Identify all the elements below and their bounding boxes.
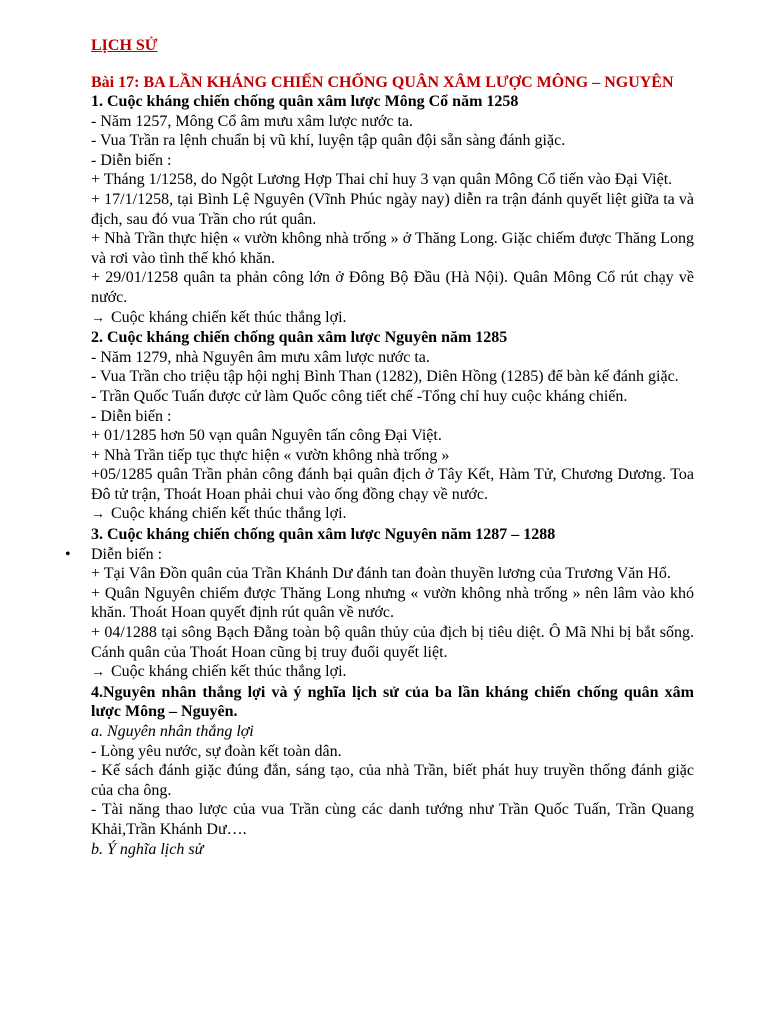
section-1-heading: 1. Cuộc kháng chiến chống quân xâm lược Mông Cổ năm 1258 (91, 93, 519, 110)
arrow-icon: → (91, 665, 105, 681)
result-text: Cuộc kháng chiến kết thúc thắng lợi. (111, 308, 347, 326)
section-3-heading: 3. Cuộc kháng chiến chống quân xâm lược Nguyên năm 1287 – 1288 (91, 526, 556, 544)
paragraph: - Trần Quốc Tuấn được cử làm Quốc công tiết chế -Tổng chỉ huy cuộc kháng chiến. (91, 387, 628, 405)
result-line (91, 662, 694, 683)
result-text: Cuộc kháng chiến kết thúc thắng lợi. (111, 505, 347, 523)
paragraph: - Kế sách đánh giặc đúng đắn, sáng tạo, của nhà Trần, biết phát huy truyền thống đánh giặc của cha ông. (91, 762, 694, 799)
paragraph: - Vua Trần ra lệnh chuẩn bị vũ khí, luyện tập quân đội sẵn sàng đánh giặc. (91, 132, 566, 150)
paragraph: - Vua Trần cho triệu tập hội nghị Bình Than (1282), Diên Hồng (1285) để bàn kế đánh giặc. (91, 368, 679, 386)
paragraph: - Tài năng thao lược của vua Trần cùng các danh tướng như Trần Quốc Tuấn, Trần Quang Khải,Trần Khánh Dư…. (91, 801, 694, 838)
paragraph: + Nhà Trần tiếp tục thực hiện « vườn không nhà trống » (91, 446, 450, 464)
paragraph: + Quân Nguyên chiếm được Thăng Long nhưng « vườn không nhà trống » nên lâm vào khó khăn. Thoát Hoan quyết định rút quân về nước. (91, 584, 694, 622)
paragraph: + Nhà Trần thực hiện « vườn không nhà trống » ở Thăng Long. Giặc chiếm được Thăng Long và rơi vào tình thế khó khăn. (91, 230, 694, 267)
paragraph: +05/1285 quân Trần phản công đánh bại quân địch ở Tây Kết, Hàm Tử, Chương Dương. Toa Đô tử trận, Thoát Hoan phải chui vào ống đồng chạy về nước. (91, 466, 694, 503)
subheading-b: b. Ý nghĩa lịch sử (91, 840, 204, 858)
paragraph: + Tháng 1/1258, do Ngột Lương Hợp Thai chỉ huy 3 vạn quân Mông Cổ tiến vào Đại Việt. (91, 171, 673, 189)
paragraph: - Diễn biến : (91, 151, 172, 169)
paragraph: + Tại Vân Đồn quân của Trần Khánh Dư đánh tan đoàn thuyền lương của Trương Văn Hổ. (91, 565, 671, 583)
paragraph: + 01/1285 hơn 50 vạn quân Nguyên tấn công Đại Việt. (91, 427, 442, 445)
paragraph: + 04/1288 tại sông Bạch Đằng toàn bộ quân thủy của địch bị tiêu diệt. Ô Mã Nhi bị bắt sống. Cánh quân của Thoát Hoan cũng bị truy đuổi quyết liệt. (91, 624, 694, 661)
result-line (91, 308, 694, 329)
paragraph: + 17/1/1258, tại Bình Lệ Nguyên (Vĩnh Phúc ngày nay) diễn ra trận đánh quyết liệt giữa ta và địch, sau đó vua Trần cho rút quân. (91, 190, 694, 228)
document-page (65, 36, 694, 859)
arrow-icon: → (91, 310, 105, 326)
paragraph: - Diễn biến : (91, 407, 172, 425)
paragraph: - Lòng yêu nước, sự đoàn kết toàn dân. (91, 742, 342, 760)
subject-heading: LỊCH SỬ (91, 37, 158, 54)
paragraph: + 29/01/1258 quân ta phản công lớn ở Đông Bộ Đầu (Hà Nội). Quân Mông Cổ rút chạy về nước. (91, 269, 694, 306)
lesson-title: Bài 17: BA LẦN KHÁNG CHIẾN CHỐNG QUÂN XÂM LƯỢC MÔNG – NGUYÊN (91, 74, 674, 91)
bullet-icon: • (65, 545, 71, 563)
subheading-a: a. Nguyên nhân thắng lợi (91, 723, 254, 740)
paragraph: - Năm 1279, nhà Nguyên âm mưu xâm lược nước ta. (91, 348, 430, 366)
bullet-item (65, 545, 694, 565)
section-2-heading: 2. Cuộc kháng chiến chống quân xâm lược Nguyên năm 1285 (91, 329, 508, 347)
section-4-heading: 4.Nguyên nhân thắng lợi và ý nghĩa lịch sử của ba lần kháng chiến chống quân xâm lược Mông – Nguyên. (91, 683, 694, 721)
paragraph: - Năm 1257, Mông Cổ âm mưu xâm lược nước ta. (91, 112, 413, 130)
bullet-text: Diễn biến : (91, 545, 163, 563)
arrow-icon: → (91, 507, 105, 523)
result-line (91, 504, 694, 525)
result-text: Cuộc kháng chiến kết thúc thắng lợi. (111, 663, 347, 681)
